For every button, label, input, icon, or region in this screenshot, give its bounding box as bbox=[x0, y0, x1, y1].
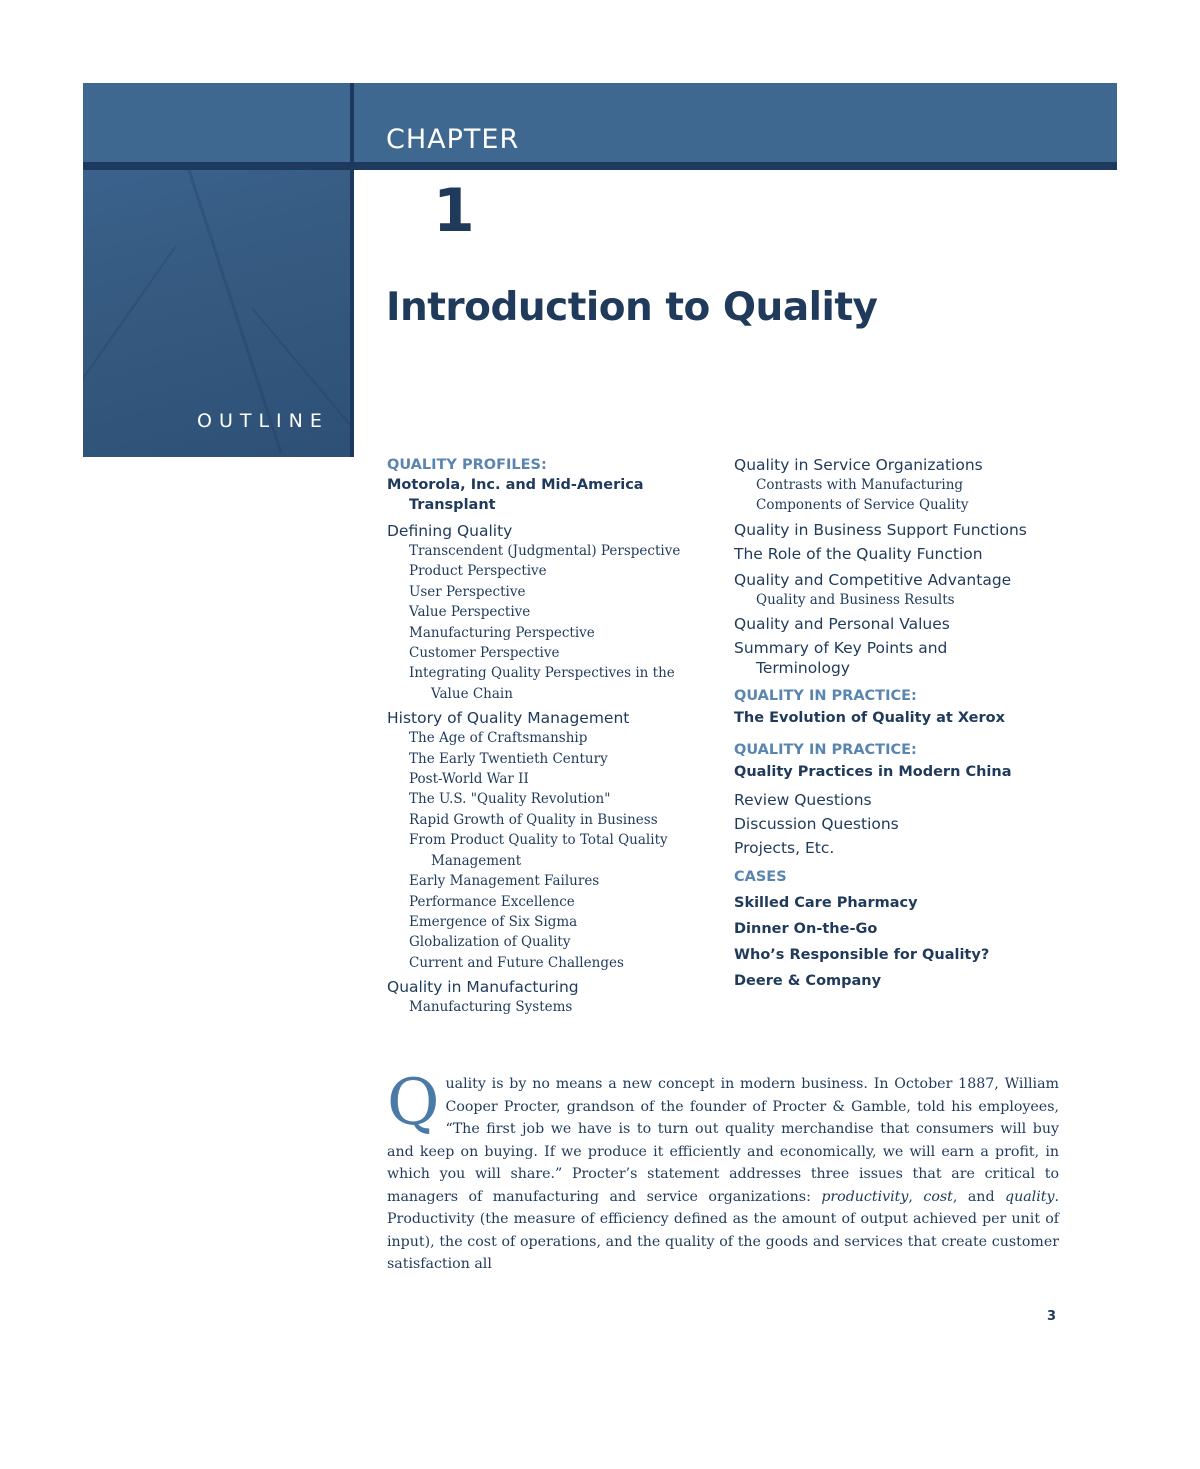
emphasis-cost: cost bbox=[923, 1188, 953, 1205]
chapter-label: CHAPTER bbox=[386, 124, 520, 155]
outline-subitem: Early Management Failures bbox=[409, 873, 600, 890]
outline-item-business-support: Quality in Business Support Functions bbox=[734, 520, 1027, 539]
outline-subitem: Integrating Quality Perspectives in the bbox=[409, 665, 675, 682]
quality-in-practice-title: Quality Practices in Modern China bbox=[734, 764, 1012, 781]
outline-item-role: The Role of the Quality Function bbox=[734, 544, 983, 563]
outline-subitem: Globalization of Quality bbox=[409, 934, 571, 951]
header-rule bbox=[83, 162, 1117, 170]
outline-item-review: Review Questions bbox=[734, 791, 872, 810]
case-item: Dinner On-the-Go bbox=[734, 921, 878, 938]
quality-in-practice-heading: QUALITY IN PRACTICE: bbox=[734, 688, 917, 705]
outline-subitem: Current and Future Challenges bbox=[409, 954, 624, 971]
outline-item-competitive: Quality and Competitive Advantage bbox=[734, 570, 1012, 589]
paragraph-text: . Productivity (the measure of efficiency defined as the amount of output achieved per unit of input), the cost of operations, and the quality of the goods and services that create customer satisfaction all bbox=[387, 1188, 1059, 1272]
header-divider bbox=[350, 83, 354, 457]
chapter-title: Introduction to Quality bbox=[386, 285, 878, 330]
quality-in-practice-heading: QUALITY IN PRACTICE: bbox=[734, 742, 917, 759]
paragraph-separator: , and bbox=[952, 1188, 1005, 1205]
outline-subitem: User Perspective bbox=[409, 583, 526, 600]
emphasis-quality: quality bbox=[1005, 1188, 1055, 1205]
quality-profiles-title-cont: Transplant bbox=[409, 497, 496, 513]
outline-subitem: Customer Perspective bbox=[409, 645, 560, 662]
paragraph-text: uality is by no means a new concept in modern business. In October 1887, William Cooper Procter, grandson of the founder of Procter & Gamble, told his employees, “The first job we have is to turn out quality merchandise that consumers will buy and keep on buying. If we produce it efficiently and economically, we will earn a profit, in which you will share.” Procter’s statement addresses three issues that are critical to managers of manufacturing and service organizations: bbox=[387, 1076, 1059, 1205]
panel-texture bbox=[83, 246, 176, 395]
outline-subitem: Manufacturing Systems bbox=[409, 999, 573, 1016]
emphasis-productivity: productivity bbox=[821, 1188, 909, 1205]
outline-item-projects: Projects, Etc. bbox=[734, 839, 835, 858]
outline-subitem: Emergence of Six Sigma bbox=[409, 913, 578, 930]
outline-item-history: History of Quality Management bbox=[387, 709, 630, 728]
outline-subitem: Transcendent (Judgmental) Perspective bbox=[409, 543, 681, 559]
outline-subitem: Performance Excellence bbox=[409, 893, 575, 910]
drop-cap: Q bbox=[387, 1066, 440, 1140]
outline-subitem-cont: Management bbox=[431, 852, 522, 869]
outline-subitem: From Product Quality to Total Quality bbox=[409, 832, 668, 849]
outline-subitem: Manufacturing Perspective bbox=[409, 624, 595, 641]
outline-item-manufacturing: Quality in Manufacturing bbox=[387, 978, 579, 997]
case-item: Who’s Responsible for Quality? bbox=[734, 947, 990, 964]
outline-item-summary: Summary of Key Points and bbox=[734, 639, 948, 658]
outline-column-left bbox=[387, 455, 717, 1018]
quality-profiles-heading: QUALITY PROFILES: bbox=[387, 457, 547, 473]
outline-subitem: Contrasts with Manufacturing bbox=[756, 477, 964, 493]
intro-paragraph bbox=[387, 1066, 1059, 1276]
outline-subitem: Product Perspective bbox=[409, 563, 547, 580]
page-number: 3 bbox=[1047, 1309, 1057, 1324]
outline-subitem: Post-World War II bbox=[409, 771, 529, 788]
outline-subitem: The Early Twentieth Century bbox=[409, 750, 608, 767]
quality-profiles-title: Motorola, Inc. and Mid-America bbox=[387, 477, 644, 493]
outline-subitem: The U.S. "Quality Revolution" bbox=[409, 791, 611, 808]
cases-heading: CASES bbox=[734, 869, 787, 886]
outline-subitem: Quality and Business Results bbox=[756, 591, 955, 608]
outline-item-summary-cont: Terminology bbox=[756, 659, 850, 678]
paragraph-separator: , bbox=[908, 1188, 924, 1205]
outline-label: OUTLINE bbox=[197, 410, 329, 432]
outline-column-right bbox=[734, 455, 1064, 991]
outline-subitem: Rapid Growth of Quality in Business bbox=[409, 811, 658, 828]
case-item: Deere & Company bbox=[734, 973, 882, 990]
outline-subitem: The Age of Craftsmanship bbox=[409, 730, 588, 747]
outline-item-defining-quality: Defining Quality bbox=[387, 522, 513, 540]
outline-subitem-cont: Value Chain bbox=[431, 685, 513, 702]
case-item: Skilled Care Pharmacy bbox=[734, 895, 918, 912]
outline-subitem: Components of Service Quality bbox=[756, 497, 969, 514]
quality-in-practice-title: The Evolution of Quality at Xerox bbox=[734, 710, 1005, 727]
chapter-number: 1 bbox=[433, 176, 475, 246]
outline-item-discussion: Discussion Questions bbox=[734, 815, 899, 834]
outline-item-personal-values: Quality and Personal Values bbox=[734, 615, 950, 634]
outline-item-service: Quality in Service Organizations bbox=[734, 456, 983, 474]
outline-subitem: Value Perspective bbox=[409, 604, 531, 621]
chapter-header-band bbox=[83, 83, 1117, 163]
